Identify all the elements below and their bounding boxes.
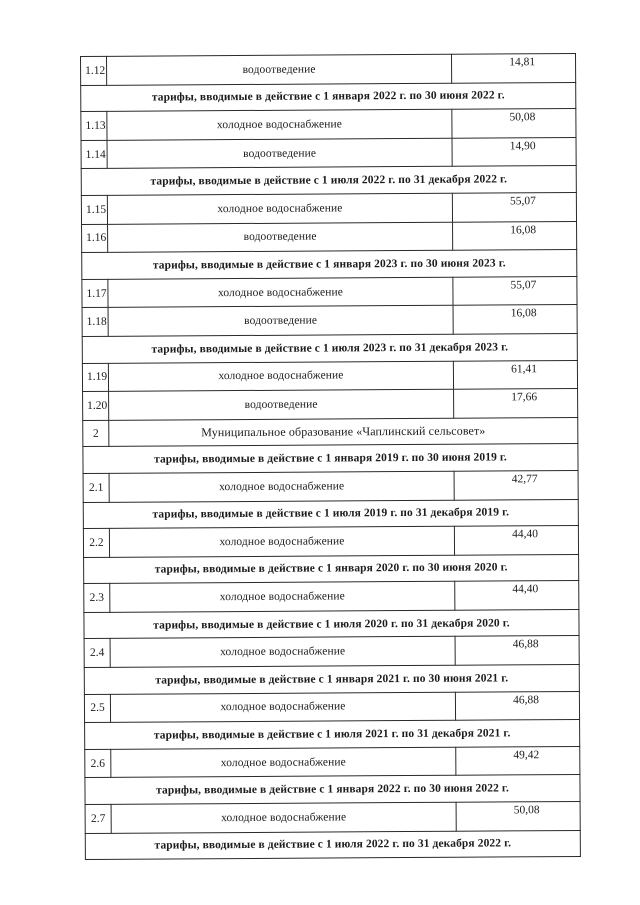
- service-name: водоотведение: [107, 54, 452, 85]
- period-header-row: [82, 333, 577, 363]
- service-name: холодное водоснабжение: [108, 361, 453, 392]
- service-name: водоотведение: [108, 222, 453, 253]
- tariff-row: [84, 636, 579, 668]
- tariff-row: [84, 691, 579, 723]
- tariff-value: 16,08: [453, 221, 577, 250]
- tariff-row: [82, 221, 577, 253]
- tariff-row: [85, 746, 580, 778]
- tariff-value: 17,66: [454, 389, 578, 418]
- tariff-value: 46,88: [455, 691, 579, 720]
- document-page: [80, 53, 581, 860]
- period-header-row: [85, 775, 580, 805]
- tariff-value: 55,07: [452, 192, 576, 221]
- service-name: холодное водоснабжение: [108, 277, 453, 308]
- service-name: холодное водоснабжение: [111, 802, 456, 833]
- service-name: холодное водоснабжение: [110, 637, 455, 668]
- service-name: холодное водоснабжение: [107, 109, 452, 140]
- period-header: тарифы, вводимые в действие с 1 июля 2022 г. по 31 декабря 2022 г.: [81, 166, 576, 196]
- row-number: 2.5: [84, 694, 110, 723]
- service-name: холодное водоснабжение: [110, 582, 455, 613]
- period-header: тарифы, вводимые в действие с 1 января 2021 г. по 30 июня 2021 г.: [84, 665, 579, 695]
- tariff-value: 16,08: [453, 305, 577, 334]
- period-header-row: [85, 720, 580, 750]
- tariff-row: [84, 581, 579, 613]
- period-header-row: [84, 665, 579, 695]
- row-number: 1.12: [81, 56, 107, 85]
- period-header: тарифы, вводимые в действие с 1 января 2023 г. по 30 июня 2023 г.: [82, 250, 577, 280]
- row-number: 1.15: [81, 195, 107, 224]
- tariff-row: [83, 526, 578, 558]
- row-number: 1.19: [82, 363, 108, 392]
- service-name: холодное водоснабжение: [109, 526, 454, 557]
- period-header-row: [84, 554, 579, 584]
- tariff-row: [81, 192, 576, 224]
- tariff-row: [82, 360, 577, 392]
- tariff-row: [81, 109, 576, 141]
- tariff-row: [82, 276, 577, 308]
- row-number: 2.2: [83, 528, 109, 557]
- period-header: тарифы, вводимые в действие с 1 января 2022 г. по 30 июня 2022 г.: [85, 775, 580, 805]
- period-header-row: [81, 166, 576, 196]
- tariff-value: 44,40: [455, 581, 579, 610]
- period-header: тарифы, вводимые в действие с 1 июля 2023 г. по 31 декабря 2023 г.: [82, 333, 577, 363]
- tariff-row: [83, 470, 578, 502]
- tariff-row: [81, 137, 576, 169]
- tariff-table-body: [81, 53, 581, 859]
- row-number: 1.16: [82, 224, 108, 253]
- row-number: 2: [83, 420, 109, 447]
- tariff-row: [81, 53, 576, 85]
- row-number: 2.7: [85, 804, 111, 833]
- period-header-row: [81, 82, 576, 112]
- service-name: водоотведение: [108, 306, 453, 337]
- row-number: 1.17: [82, 279, 108, 308]
- tariff-value: 50,08: [456, 801, 580, 830]
- period-header-row: [84, 609, 579, 639]
- service-name: водоотведение: [109, 389, 454, 420]
- row-number: 2.6: [85, 749, 111, 778]
- tariff-row: [85, 801, 580, 833]
- tariff-value: 61,41: [453, 360, 577, 389]
- service-name: холодное водоснабжение: [111, 747, 456, 778]
- tariff-value: 44,40: [454, 526, 578, 555]
- tariff-row: [83, 389, 578, 421]
- row-number: 1.18: [82, 308, 108, 337]
- period-header: тарифы, вводимые в действие с 1 января 2022 г. по 30 июня 2022 г.: [81, 82, 576, 112]
- row-number: 2.1: [83, 473, 109, 502]
- service-name: холодное водоснабжение: [107, 193, 452, 224]
- municipality-name: Муниципальное образование «Чаплинский сельсовет»: [109, 417, 578, 446]
- tariff-value: 14,90: [452, 137, 576, 166]
- tariff-value: 42,77: [454, 470, 578, 499]
- tariff-table: [80, 53, 581, 860]
- period-header: тарифы, вводимые в действие с 1 июля 2021 г. по 31 декабря 2021 г.: [85, 720, 580, 750]
- tariff-value: 46,88: [455, 636, 579, 665]
- row-number: 2.4: [84, 639, 110, 668]
- municipality-row: [83, 417, 578, 447]
- period-header-row: [83, 444, 578, 474]
- period-header: тарифы, вводимые в действие с 1 июля 2020 г. по 31 декабря 2020 г.: [84, 609, 579, 639]
- period-header: тарифы, вводимые в действие с 1 июля 2019 г. по 31 декабря 2019 г.: [83, 499, 578, 529]
- period-header: тарифы, вводимые в действие с 1 января 2019 г. по 30 июня 2019 г.: [83, 444, 578, 474]
- row-number: 2.3: [84, 584, 110, 613]
- period-header-row: [85, 830, 580, 860]
- service-name: холодное водоснабжение: [109, 471, 454, 502]
- service-name: водоотведение: [107, 138, 452, 169]
- tariff-value: 49,42: [456, 746, 580, 775]
- tariff-value: 50,08: [452, 109, 576, 138]
- row-number: 1.20: [83, 391, 109, 420]
- period-header: тарифы, вводимые в действие с 1 января 2020 г. по 30 июня 2020 г.: [84, 554, 579, 584]
- period-header-row: [82, 250, 577, 280]
- tariff-value: 55,07: [453, 276, 577, 305]
- period-header: тарифы, вводимые в действие с 1 июля 2022 г. по 31 декабря 2022 г.: [85, 830, 580, 860]
- service-name: холодное водоснабжение: [110, 692, 455, 723]
- period-header-row: [83, 499, 578, 529]
- row-number: 1.13: [81, 112, 107, 141]
- tariff-row: [82, 305, 577, 337]
- row-number: 1.14: [81, 140, 107, 169]
- tariff-value: 14,81: [451, 53, 575, 82]
